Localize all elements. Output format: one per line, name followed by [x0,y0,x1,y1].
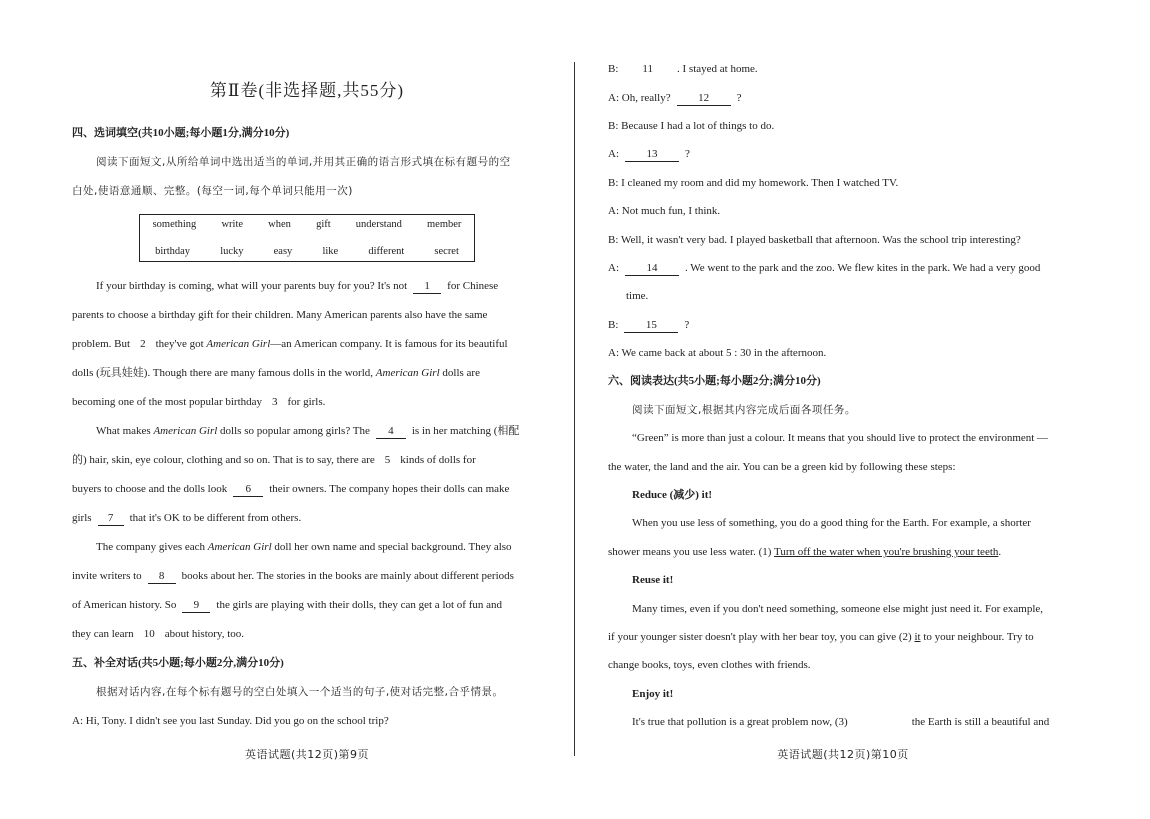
dialog-line: A: 14 . We went to the park and the zoo. We flew kites in the park. We had a very good [608,262,1041,274]
section4-instruction-2: 白处,使语意通顺、完整。(每空一词,每个单词只能用一次) [72,185,353,197]
page-footer: 英语试题(共12页)第10页 [777,748,909,761]
dialog-line: A: Not much fun, I think. [608,205,721,217]
word-box-row-1 [140,219,474,230]
passage-line: dolls (玩具娃娃). Though there are many famous dolls in the world, American Girl dolls are [72,367,480,379]
section6-heading: 六、阅读表达(共5小题;每小题2分;满分10分) [608,375,821,387]
answer-blank-9[interactable]: 9 [182,598,210,613]
word: member [427,219,462,230]
left-page [72,0,542,819]
word: secret [434,246,459,257]
answer-blank-8[interactable]: 8 [148,569,176,584]
right-page [608,0,1078,819]
answer-blank-14[interactable]: 14 [625,261,679,276]
passage-line: parents to choose a birthday gift for their children. Many American parents also have the same [72,309,488,321]
passage-line: What makes American Girl dolls so popular among girls? The 4 is in her matching (相配 [96,425,520,437]
dialog-line: A: Hi, Tony. I didn't see you last Sunday. Did you go on the school trip? [72,715,389,727]
dialog-line: time. [626,290,649,302]
word: write [221,219,244,230]
answer-blank-1[interactable]: 1 [413,279,441,294]
section4-instruction-1: 阅读下面短文,从所给单词中选出适当的单词,并用其正确的语言形式填在标有题号的空 [96,156,511,168]
subheading-reuse: Reuse it! [632,574,674,586]
word: different [368,246,405,257]
section5-instruction: 根据对话内容,在每个标有题号的空白处填入一个适当的句子,使对话完整,合乎情景。 [96,686,504,698]
passage-line: of American history. So 9 the girls are playing with their dolls, they can get a lot of fun and [72,599,503,611]
word: lucky [220,246,244,257]
passage-line: the water, the land and the air. You can be a green kid by following these steps: [608,461,956,473]
word: gift [316,219,331,230]
blank-number-3: 3 [272,396,278,408]
answer-blank-4[interactable]: 4 [376,424,406,439]
answer-blank-15[interactable]: 15 [624,318,678,333]
column-divider [574,62,575,756]
dialog-line: B: I cleaned my room and did my homework. Then I watched TV. [608,177,899,189]
dialog-line: B: 11 . I stayed at home. [608,63,758,75]
dialog-line: A: 13 ? [608,148,690,160]
word-box [139,214,475,262]
section5-heading: 五、补全对话(共5小题;每小题2分,满分10分) [72,657,284,669]
passage-line: invite writers to 8 books about her. The stories in the books are mainly about different periods [72,570,514,582]
passage-line: “Green” is more than just a colour. It means that you should live to protect the environment — [632,432,1049,444]
passage-line: 的) hair, skin, eye colour, clothing and so on. That is to say, there are 5 kinds of dolls for [72,454,476,466]
page-footer: 英语试题(共12页)第9页 [244,748,370,761]
dialog-line: B: Well, it wasn't very bad. I played basketball that afternoon. Was the school trip interesting? [608,234,1021,246]
section6-instruction: 阅读下面短文,根据其内容完成后面各项任务。 [632,404,856,416]
passage-line: problem. But 2 they've got American Girl—an American company. It is famous for its beautiful [72,338,508,350]
dialog-line: B: Because I had a lot of things to do. [608,120,775,132]
word: understand [355,219,402,230]
blank-number-5: 5 [384,454,391,466]
word: something [152,219,197,230]
passage-line: they can learn 10 about history, too. [72,628,245,640]
dialog-line: B: 15 ? [608,319,690,331]
word-box-row-2 [140,246,474,257]
word: like [322,246,339,257]
passage-line: change books, toys, even clothes with friends. [608,659,811,671]
passage-line: When you use less of something, you do a good thing for the Earth. For example, a shorter [632,517,1031,529]
passage-line: buyers to choose and the dolls look 6 their owners. The company hopes their dolls can make [72,483,510,495]
blank-number-10: 10 [143,628,155,640]
word: when [268,219,291,230]
section4-heading: 四、选词填空(共10小题;每小题1分,满分10分) [72,127,290,139]
passage-line: The company gives each American Girl doll her own name and special background. They also [96,541,512,553]
passage-line: shower means you use less water. (1) Turn off the water when you're brushing your teeth. [608,546,1002,558]
section-title: 第Ⅱ卷(非选择题,共55分) [209,81,405,100]
passage-line: girls 7 that it's OK to be different from others. [72,512,302,524]
passage-line: Many times, even if you don't need something, someone else might just need it. For example, [632,603,1044,615]
underlined-word-2: it [914,631,921,643]
word: birthday [155,246,191,257]
answer-blank-7[interactable]: 7 [98,511,124,526]
blank-number-11: 11 [642,63,653,75]
subheading-enjoy: Enjoy it! [632,688,674,700]
dialog-line: A: We came back at about 5 : 30 in the afternoon. [608,347,827,359]
passage-line: if your younger sister doesn't play with her bear toy, you can give (2) it to your neighbour. Try to [608,631,1034,643]
subheading-reduce: Reduce (减少) it! [632,489,713,501]
answer-blank-12[interactable]: 12 [677,91,731,106]
dialog-line: A: Oh, really? 12 ? [608,92,742,104]
passage-line: It's true that pollution is a great problem now, (3) the Earth is still a beautiful and [632,716,1050,728]
answer-blank-13[interactable]: 13 [625,147,679,162]
word: easy [273,246,293,257]
passage-line: If your birthday is coming, what will your parents buy for you? It's not 1 for Chinese [96,280,499,292]
blank-number-2: 2 [140,338,146,350]
underlined-sentence-1: Turn off the water when you're brushing your teeth [774,546,999,558]
passage-line: becoming one of the most popular birthday 3 for girls. [72,396,326,408]
answer-blank-6[interactable]: 6 [233,482,263,497]
